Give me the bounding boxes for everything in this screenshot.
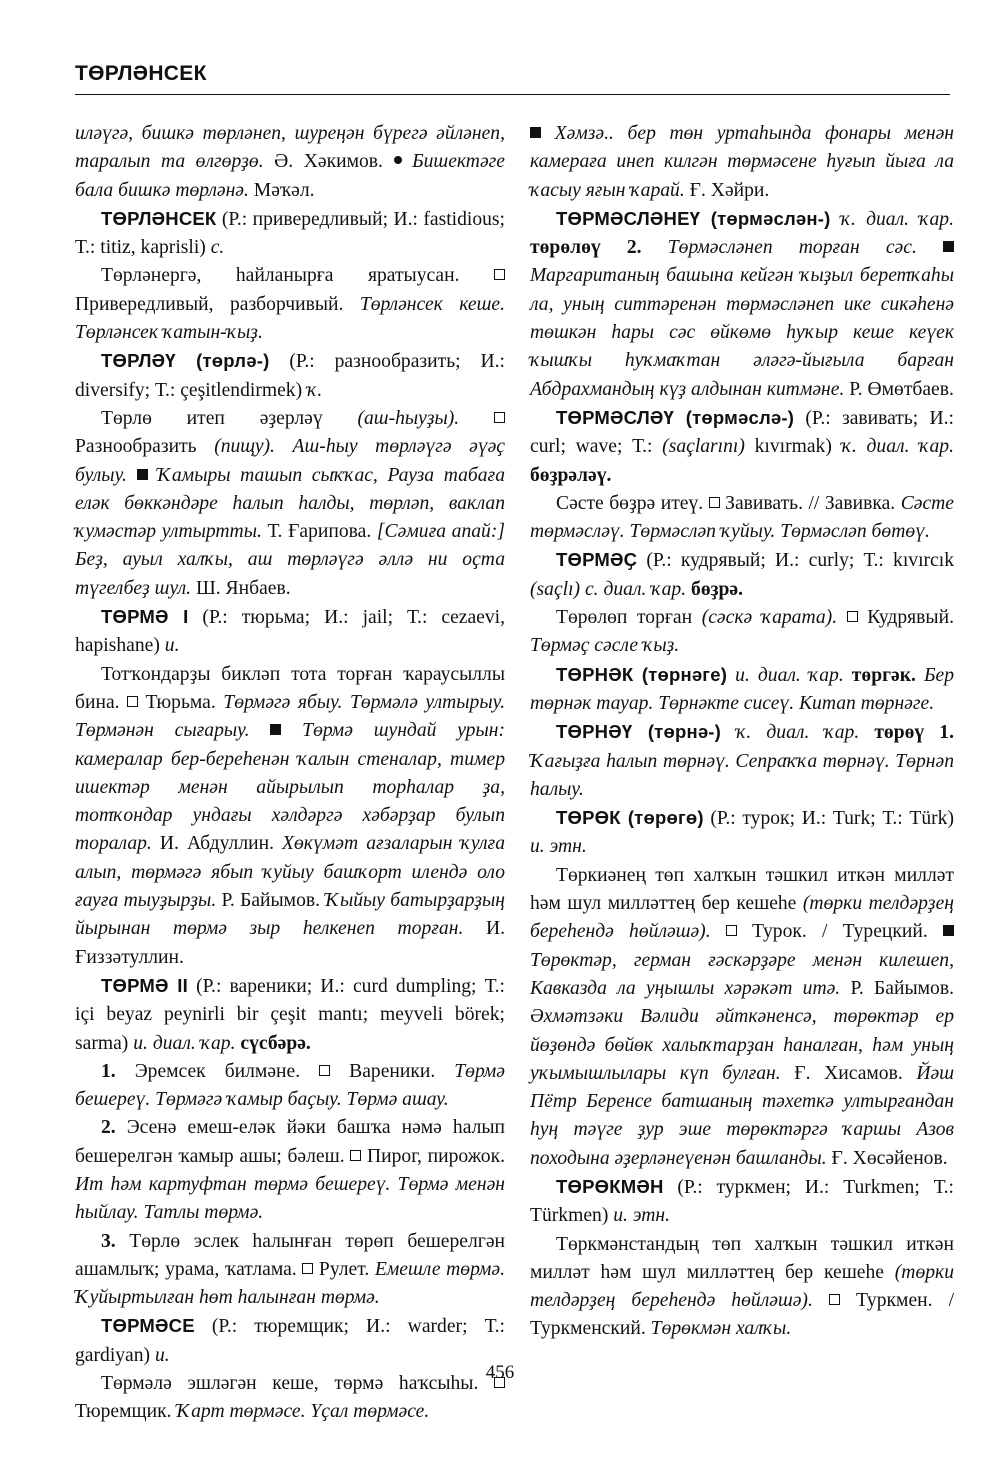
square-icon — [494, 269, 505, 280]
headword: ТӨРМӘ I — [101, 606, 189, 628]
headword: ТӨРӨКМӘН — [556, 1175, 664, 1197]
square-icon — [350, 1150, 361, 1161]
entry-continuation: иләүгә, бишкә төрләнеп, шуреңән бүрегә әйләнеп, таралып та өлгөрҙө. Ә. Хәкимов. Бишектәге бала бишкә төрләнә. Мәҡәл. — [75, 123, 505, 201]
entry-torlansek: ТӨРЛӘНСЕК (Р.: привередливый; И.: fastidious; Т.: titiz, kaprisli) с. — [75, 207, 505, 259]
headword: ТӨРНӘК — [556, 663, 634, 685]
entry-torokman: ТӨРӨКМӘН (Р.: туркмен; И.: Turkmen; Т.: Türkmen) и. этн. — [530, 1175, 954, 1227]
entry-tornak: ТӨРНӘК (төрнәге) и. диал. ҡар. төргәк. Бер төрнәк тауар. Төрнәкте сисеү. Китап төрнәге. — [530, 663, 954, 714]
black-square-icon — [137, 469, 148, 480]
right-column — [530, 120, 954, 1344]
definition: Төркиәнең төп халҡын тәшкил иткән милләт һәм шул милләттең бер кешеһе (төрки телдәрҙең береһендә һөйләшә). Турок. / Турецкий. Төрөктәр, герман ғәскәрҙәре менән килешеп, Кавказда ла уңышлы хәрәкәт итә. Р. Байымов. Әхмәтзәки Вәлиди әйткәненсә, төрөктәр ер йөҙөндә бөйөк халыҡтарҙан һаналған, һәм уның уҡымышлылары күп булған. Ғ. Хисамов. Йәш Пётр Беренсе батшаның тәхеткә ултырғандан һуң тәүге ҙур эше төрөктәргә ҡаршы Азов походына әҙерләнеүенән башланды. Ғ. Хөсәйенов. — [530, 864, 955, 1169]
black-square-icon — [943, 241, 954, 252]
definition: Төрлө итеп әҙерләү (аш-һыуҙы). Разнообразить (пищу). Аш-һыу төрләүгә әүәҫ булыу. Ҡамыры ташып сыҡҡас, Рауза табаға еләк бөккәндәре һалып һалды, төрләп, ваклап ҡумәстәр ултыртты. Т. Ғарипова. [Сәмиға апай:] Беҙ, ауыл халҡы, аш төрләүгә әллә ни оҫта түгелбеҙ шул. Ш. Янбаев. — [75, 407, 506, 599]
headword: ТӨРНӘҮ — [556, 721, 633, 743]
sense-2: 2. Эсенә емеш-еләк йәки башҡа нәмә һалып бешерелгән ҡамыр ашы; бәлеш. Пирог, пирожок. Ит һәм картуфтан төрмә бешереү. Төрмә менән һыйлау. Татлы төрмә. — [75, 1117, 505, 1224]
headword: ТӨРМӘСЛӘҮ — [556, 406, 675, 428]
headword: ТӨРӨК — [556, 807, 621, 829]
black-square-icon — [943, 925, 954, 936]
square-icon — [302, 1263, 313, 1274]
black-square-icon — [270, 724, 281, 735]
square-icon — [494, 412, 505, 423]
headword: ТӨРМӘ II — [101, 974, 188, 996]
square-icon — [847, 611, 858, 622]
square-icon — [726, 925, 737, 936]
sense-1: 1. Эремсек билмәне. Вареники. Төрмә бешереү. Төрмәгә ҡамыр баҫыу. Төрмә ашау. — [75, 1060, 505, 1111]
entry-tornau: ТӨРНӘҮ (төрнә-) ҡ. диал. ҡар. төрөү 1. Ҡағыҙға һалып төрнәү. Сепраҡҡа төрнәү. Төрнәп һалыу. — [530, 721, 954, 800]
entry-torok: ТӨРӨК (төрөгө) (Р.: турок; И.: Turk; Т.: Türk) и. этн. — [530, 807, 954, 858]
entry-tormas: ТӨРМӘҪ (Р.: кудрявый; И.: curly; Т.: kıvırcık (saçlı) с. диал. ҡар. бөҙрә. — [530, 549, 954, 600]
square-icon — [709, 497, 720, 508]
left-column — [75, 120, 505, 1427]
definition: Сәсте бөҙрә итеү. Завивать. // Завивка. Сәсте төрмәсләү. Төрмәсләп ҡуйыу. Төрмәсләп бөтөү. — [530, 492, 954, 543]
headword: ТӨРЛӘНСЕК — [101, 207, 217, 229]
entry-tormaslanau: ТӨРМӘСЛӘНЕҮ (төрмәслән-) ҡ. диал. ҡар. төрөлөү 2. Төрмәсләнеп торған сәс. Маргаританың башына кейгән ҡыҙыл беретҡаһы ла, уның ситтәренән төрмәсләнеп ике сикәһенә төшкән һары сәс өйкөмө һуҡыр кеше кеүек ҡышҡы һуҡмаҡтан әләгә-йығыла барған Абдрахмандың күҙ алдынан китмәне. Р. Өмөтбаев. — [530, 207, 955, 400]
header-rule — [75, 94, 950, 95]
square-icon — [127, 696, 138, 707]
definition: Төрмәлә эшләгән кеше, төрмә һаҡсыһы. Тюремщик. Ҡарт төрмәсе. Үҫал төрмәсе. — [75, 1370, 505, 1427]
definition: Тотҡондарҙы бикләп тота торған ҡараусыллы бина. Тюрьма. Төрмәгә ябыу. Төрмәлә ултырыу. Төрмәнән сығарыу. Төрмә шундай урын: камералар бер-береһенән ҡалын стеналар, тимер ишектәр менән айырылып торһалар ҙа, тотҡондар ундағы хәлдәргә хәбәрҙар булып торалар. И. Абдуллин. Хөкүмәт ағзаларын ҡулға алып, төрмәгә ябып ҡуйыу башҡорт илендә оло ғауға тыуҙырҙы. Р. Байымов. Ҡыйыу батырҙарҙың йырынан төрмә зыр һелкенеп торған. И. Ғиззәтуллин. — [75, 663, 505, 968]
sense-3: 3. Төрлө эслек һалынған төрөп бешерелгән ашамлыҡ; урама, ҡатлама. Рулет. Емешле төрмә. Ҡуйыртылған һөт һалынған төрмә. — [75, 1230, 505, 1309]
definition: Төрләнергә, һайланырға яратыусан. Привередливый, разборчивый. Төрләнсек кеше. Төрләнсек ҡатын-ҡыҙ. — [75, 265, 505, 344]
entry-torlau: ТӨРЛӘҮ (төрлә-) (Р.: разнообразить; И.: diversify; Т.: çeşitlendirmek) ҡ. — [75, 350, 505, 401]
black-square-icon — [530, 127, 541, 138]
bullet-icon — [394, 156, 402, 164]
headword: ТӨРМӘҪ — [556, 549, 638, 571]
entry-continuation: Хәмзә.. бер төн уртаһында фонары менән камераға инеп килгән төрмәсене һуғып йыға ла ҡасыу яғын ҡарай. Ғ. Хәйри. — [530, 123, 954, 201]
running-head: ТӨРЛӘНСЕК — [75, 62, 207, 85]
entry-torma-1: ТӨРМӘ I (Р.: тюрьма; И.: jail; Т.: cezaevi, hapishane) и. — [75, 606, 506, 657]
headword: ТӨРМӘСЛӘНЕҮ — [556, 207, 701, 229]
definition: Төрөлөп торған (сәскә ҡарата). Кудрявый. Төрмәҫ сәсле ҡыҙ. — [530, 607, 954, 657]
square-icon — [829, 1294, 840, 1305]
page-number: 456 — [485, 1362, 515, 1383]
headword: ТӨРЛӘҮ — [101, 350, 176, 372]
entry-tormaslau: ТӨРМӘСЛӘҮ (төрмәслә-) (Р.: завивать; И.: curl; wave; Т.: (saçlarını) kıvırmak) ҡ. диал. ҡар. бөҙрәләү. — [530, 406, 954, 486]
entry-torma-2: ТӨРМӘ II (Р.: вареники; И.: curd dumpling; Т.: içi beyaz peynirli bir çeşit mantı; meyveli börek; sarma) и. диал. ҡар. сүсбәрә. — [75, 974, 505, 1054]
headword: ТӨРМӘСЕ — [101, 1315, 195, 1337]
square-icon — [319, 1065, 330, 1076]
definition: Төркмәнстандың төп халҡын тәшкил иткән милләт һәм шул милләттең бер кешеһе (төрки телдәрҙең береһендә һөйләшә). Туркмен. / Туркменский. Төрөкмән халҡы. — [530, 1233, 955, 1340]
entry-tormase: ТӨРМӘСЕ (Р.: тюремщик; И.: warder; Т.: gardiyan) и. — [75, 1315, 505, 1366]
